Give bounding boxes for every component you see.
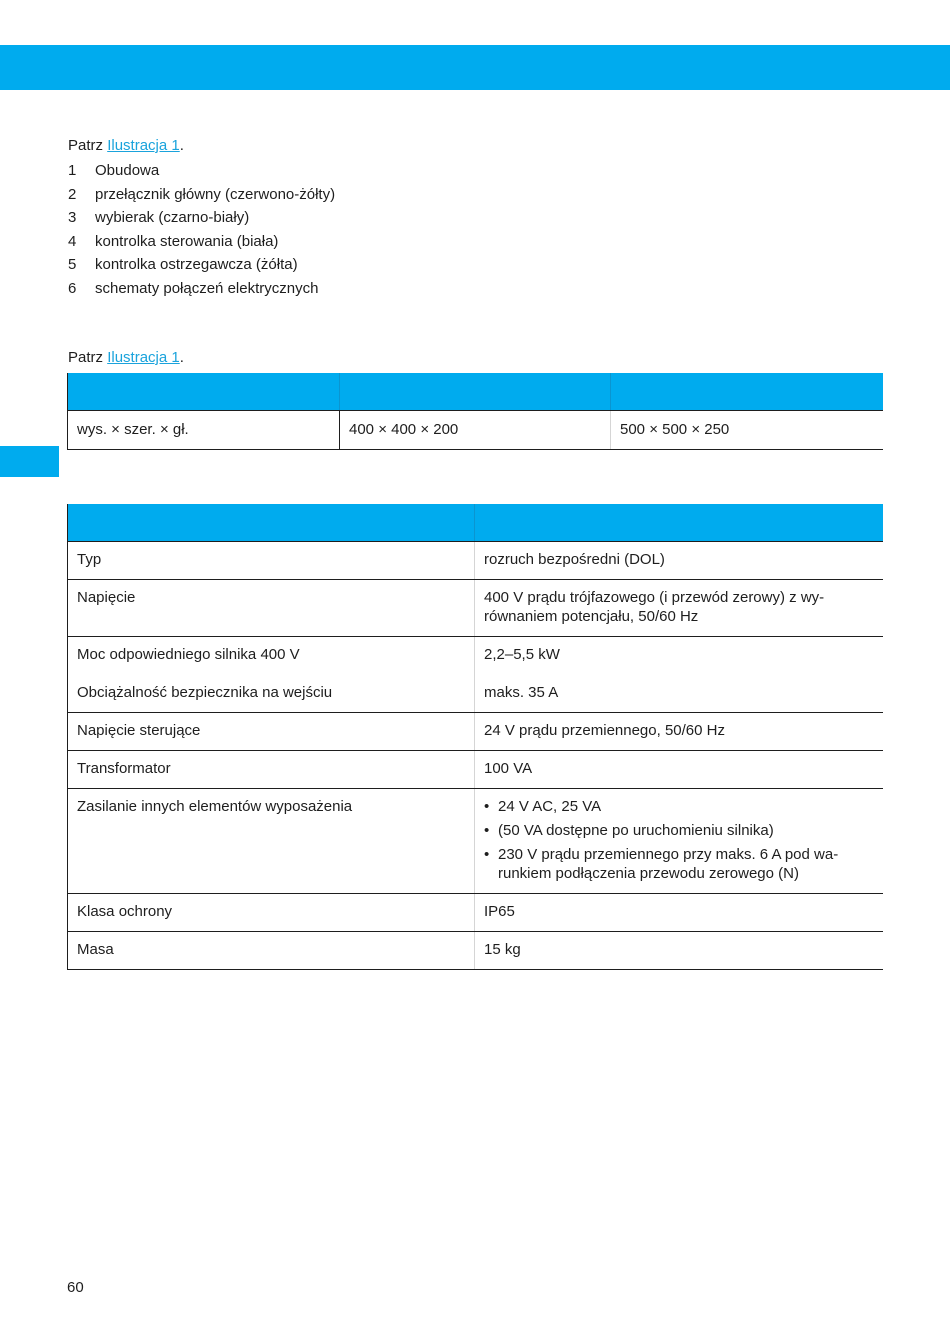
bullet-item [484, 797, 874, 816]
reference-suffix: . [179, 137, 184, 154]
specifications-table [67, 504, 883, 970]
spec-value: rozruch bezpośredni (DOL) [475, 542, 883, 580]
list-item [68, 277, 335, 301]
spec-label-line: Moc odpowiedniego silnika 400 V [77, 646, 300, 663]
table-header-cell [340, 373, 611, 411]
spec-label-line: Obciążalność bezpiecznika na wejściu [77, 684, 333, 701]
bullet-marker: • [484, 846, 490, 863]
table-row [68, 637, 883, 713]
table-header-cell [68, 373, 340, 411]
item-number: 3 [68, 209, 77, 227]
spec-label: Typ [68, 542, 475, 580]
spec-value [475, 789, 883, 894]
bullet-item [484, 845, 874, 883]
bullet-list [484, 797, 874, 883]
bullet-text: 24 V AC, 25 VA [498, 798, 602, 815]
item-label: kontrolka ostrzegawcza (żółta) [95, 256, 298, 274]
table-row [68, 713, 883, 751]
table-cell: wys. × szer. × gł. [68, 411, 340, 450]
item-label: wybierak (czarno-biały) [95, 209, 250, 227]
table-row [68, 894, 883, 932]
spec-label: Klasa ochrony [68, 894, 475, 932]
spec-value: 100 VA [475, 751, 883, 789]
table-row [68, 751, 883, 789]
table-row [68, 580, 883, 637]
spec-value: 15 kg [475, 932, 883, 970]
list-item [68, 159, 335, 183]
spec-value: IP65 [475, 894, 883, 932]
item-label: Obudowa [95, 162, 160, 179]
spec-value-line: maks. 35 A [484, 684, 559, 701]
item-label: schematy połączeń elektrycznych [95, 279, 319, 297]
list-item [68, 206, 335, 230]
item-number: 1 [68, 162, 77, 179]
figure-reference [68, 348, 184, 368]
figure-reference [68, 136, 184, 156]
list-item [68, 183, 335, 207]
illustration-link[interactable]: Ilustracja 1 [107, 137, 180, 154]
spec-value: 24 V prądu przemiennego, 50/60 Hz [475, 713, 883, 751]
list-item [68, 230, 335, 254]
spec-label: Transformator [68, 751, 475, 789]
item-label: przełącznik główny (czerwono-żółty) [95, 185, 336, 203]
table-row [68, 932, 883, 970]
bullet-marker: • [484, 798, 490, 815]
spec-value [475, 637, 883, 713]
item-number: 5 [68, 256, 77, 274]
list-item [68, 253, 335, 277]
table-cell: 400 × 400 × 200 [340, 411, 611, 450]
spec-label: Napięcie sterujące [68, 713, 475, 751]
reference-prefix: Patrz [68, 349, 108, 366]
table-header-cell [611, 373, 883, 411]
header-accent-bar [0, 45, 950, 90]
chapter-tab-marker [0, 446, 59, 477]
table-row [68, 411, 883, 450]
reference-prefix: Patrz [68, 137, 108, 154]
illustration-link[interactable]: Ilustracja 1 [107, 349, 180, 366]
bullet-text: 230 V prądu przemiennego przy maks. 6 A pod wa- runkiem podłączenia przewodu zerowego (N) [498, 846, 839, 882]
dimensions-table [67, 373, 883, 450]
spec-label: Napięcie [68, 580, 475, 637]
bullet-text: (50 VA dostępne po uruchomieniu silnika) [498, 822, 774, 839]
table-row [68, 542, 883, 580]
spec-label [68, 637, 475, 713]
table-cell: 500 × 500 × 250 [611, 411, 883, 450]
spec-value-line: 2,2–5,5 kW [484, 646, 560, 663]
spec-label: Zasilanie innych elementów wyposażenia [68, 789, 475, 894]
spec-label: Masa [68, 932, 475, 970]
parts-list [68, 159, 335, 301]
table-header-cell [68, 504, 475, 542]
item-label: kontrolka sterowania (biała) [95, 232, 279, 250]
reference-suffix: . [179, 349, 184, 366]
table-header-cell [475, 504, 883, 542]
table-header-row [68, 373, 883, 411]
table-row [68, 789, 883, 894]
spec-value: 400 V prądu trójfazowego (i przewód zerowy) z wy- równaniem potencjału, 50/60 Hz [475, 580, 883, 637]
table-header-row [68, 504, 883, 542]
bullet-item [484, 821, 874, 840]
page-number: 60 [67, 1279, 84, 1296]
bullet-marker: • [484, 822, 490, 839]
item-number: 6 [68, 279, 77, 297]
item-number: 2 [68, 185, 77, 203]
item-number: 4 [68, 232, 77, 250]
